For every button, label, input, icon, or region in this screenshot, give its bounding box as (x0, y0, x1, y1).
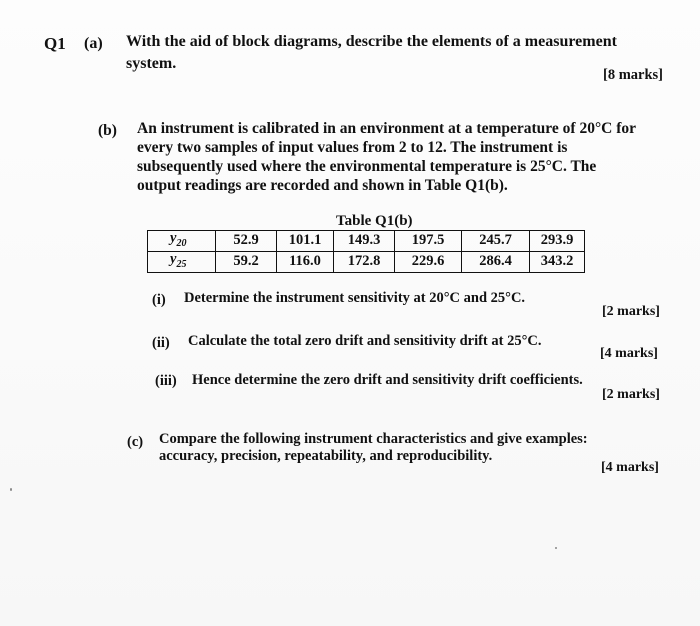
readings-table (147, 230, 585, 273)
row-label-y20: $y_{20}$ (148, 231, 216, 252)
subpart-ii-label: (ii) (152, 335, 170, 351)
subpart-i-text: Determine the instrument sensitivity at 20°C and 25°C. (184, 290, 526, 306)
table-cell: 229.6 (395, 251, 462, 272)
table-cell: 116.0 (277, 251, 334, 272)
part-a-text-line-1: With the aid of block diagrams, describe the elements of a measurement (126, 33, 617, 50)
scan-speck (10, 488, 12, 491)
table-cell: 52.9 (216, 231, 277, 252)
table-cell: 286.4 (462, 251, 530, 272)
table-row-y25 (148, 251, 585, 272)
part-b-text-line-3: subsequently used where the environmental temperature is 25°C. The (137, 158, 597, 175)
part-b-label: (b) (98, 122, 117, 139)
subpart-i-marks: [2 marks] (602, 304, 660, 319)
part-c-text-line-2: accuracy, precision, repeatability, and reproducibility. (159, 448, 493, 464)
subpart-ii-marks: [4 marks] (600, 346, 658, 361)
table-cell: 59.2 (216, 251, 277, 272)
table-cell: 101.1 (277, 231, 334, 252)
part-b-text-line-2: every two samples of input values from 2 to 12. The instrument is (137, 139, 568, 156)
table-caption: Table Q1(b) (336, 213, 413, 229)
table-row-y20 (148, 231, 585, 252)
question-number: Q1 (44, 34, 66, 53)
table-cell: 197.5 (395, 231, 462, 252)
part-b-text-line-1: An instrument is calibrated in an environment at a temperature of 20°C for (137, 120, 636, 137)
row-label-y25: $y_{25}$ (148, 251, 216, 272)
subpart-iii-label: (iii) (155, 373, 177, 389)
part-a-label: (a) (84, 35, 103, 52)
table-cell: 245.7 (462, 231, 530, 252)
table-cell: 172.8 (334, 251, 395, 272)
subpart-i-label: (i) (152, 292, 166, 308)
subpart-iii-marks: [2 marks] (602, 387, 660, 402)
table-cell: 149.3 (334, 231, 395, 252)
subpart-ii-text: Calculate the total zero drift and sensitivity drift at 25°C. (188, 333, 542, 349)
part-c-text-line-1: Compare the following instrument characteristics and give examples: (159, 431, 588, 447)
part-c-label: (c) (127, 434, 144, 450)
part-a-marks: [8 marks] (603, 67, 664, 83)
part-a-text-line-2: system. (126, 55, 177, 72)
scan-speck (555, 547, 557, 549)
table-cell: 343.2 (530, 251, 585, 272)
table-cell: 293.9 (530, 231, 585, 252)
subpart-iii-text: Hence determine the zero drift and sensitivity drift coefficients. (192, 372, 583, 388)
part-b-text-line-4: output readings are recorded and shown in Table Q1(b). (137, 177, 508, 194)
part-c-marks: [4 marks] (601, 460, 659, 475)
